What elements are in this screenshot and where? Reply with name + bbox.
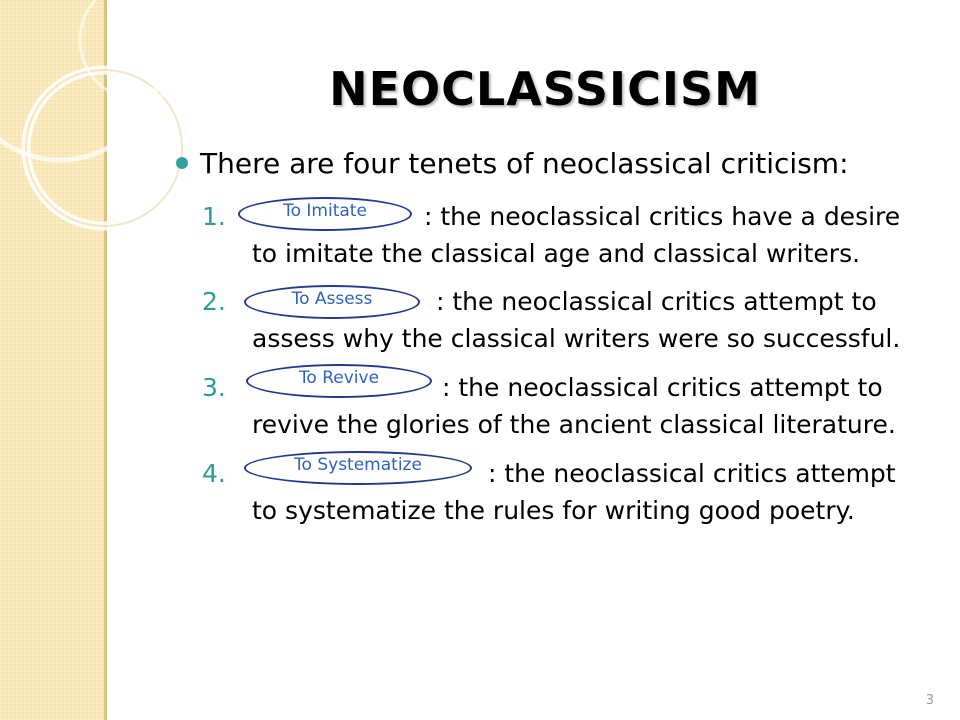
page-number: 3 [925, 693, 934, 708]
item-line2: to imitate the classical age and classical writers. [252, 239, 861, 268]
item-line2: assess why the classical writers were so successful. [252, 324, 901, 353]
intro-text: There are four tenets of neoclassical criticism: [200, 147, 849, 180]
item-number: 2. [202, 287, 226, 316]
item-number: 3. [202, 373, 226, 402]
item-line2: revive the glories of the ancient classical literature. [252, 410, 896, 439]
item-line1: : the neoclassical critics attempt [488, 459, 896, 488]
item-number: 4. [202, 459, 226, 488]
tenet-label-oval-1: To Imitate [238, 197, 412, 231]
item-line2: to systematize the rules for writing good poetry. [252, 496, 855, 525]
slide-title: NEOCLASSICISM [329, 62, 761, 116]
tenet-label-oval-4: To Systematize [244, 451, 472, 485]
item-line1: : the neoclassical critics have a desire [424, 202, 901, 231]
item-number: 1. [202, 202, 226, 231]
bullet-icon [176, 157, 188, 169]
tenet-label-oval-2: To Assess [244, 285, 420, 319]
tenet-label-oval-3: To Revive [246, 364, 432, 398]
decorative-rings-icon [0, 0, 200, 300]
item-line1: : the neoclassical critics attempt to [442, 373, 883, 402]
item-line1: : the neoclassical critics attempt to [436, 287, 877, 316]
